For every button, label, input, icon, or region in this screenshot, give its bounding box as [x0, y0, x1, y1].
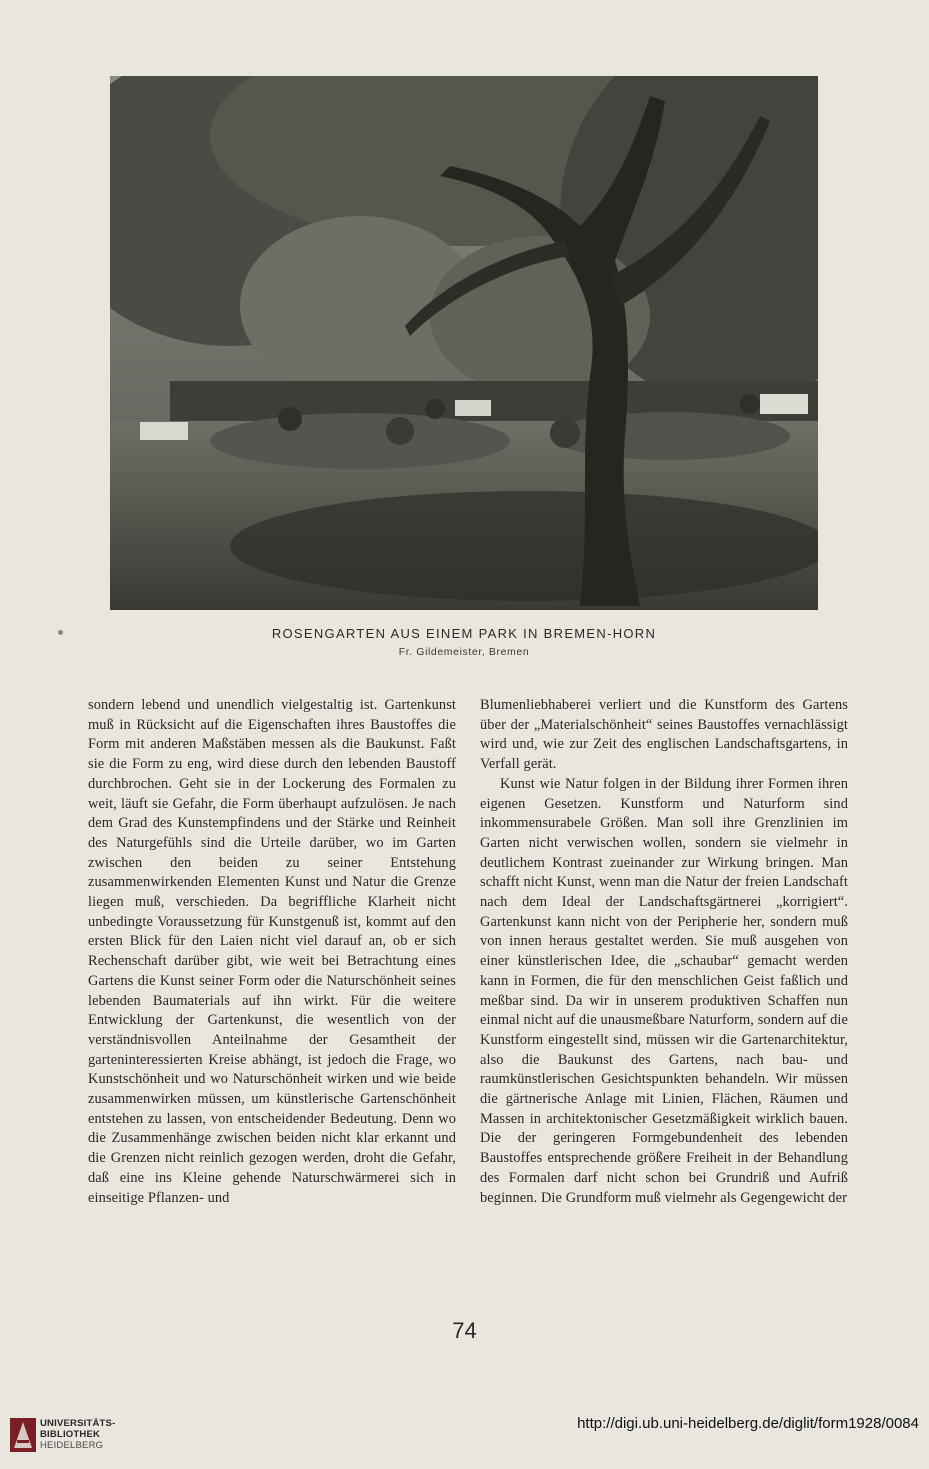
logo-line-2: BIBLIOTHEK — [40, 1429, 101, 1440]
logo-line-3: HEIDELBERG — [40, 1440, 104, 1451]
source-url-link[interactable]: http://digi.ub.uni-heidelberg.de/diglit/form1928/0084 — [577, 1415, 919, 1432]
garden-photograph — [110, 76, 818, 610]
figure-caption-credit: Fr. Gildemeister, Bremen — [398, 646, 530, 658]
library-logo-text — [40, 1418, 115, 1451]
logo-line-1: UNIVERSITÄTS- — [40, 1418, 116, 1429]
page-number: 74 — [452, 1318, 477, 1343]
paragraph: Kunst wie Natur folgen in der Bildung ihrer Formen ihren eigenen Gesetzen. Kunstform und Naturform sind inkommensurabele Größen. Man soll ihre Grenzlinien im Garten nicht verwischen wollen, sondern sie vielmehr in deutlichem Kontrast zueinander zur Wirkung bringen. Man schafft nicht Kunst, wenn man die Natur der freien Landschaft nach dem Ideal der Landschaftsgärtnerei „korrigiert“. Gartenkunst kann nicht von der Peripherie her, sondern muß von innen heraus gestaltet werden. Sie muß ausgehen von einer künstlerischen Idee, die „schaubar“ gemacht werden kann in Formen, die für den menschlichen Geist faßlich und meßbar sind. Da wir in unserem produktiven Schaffen nun einmal nicht auf die unausmeßbare Naturform, sondern auf die Kunstform eingestellt sind, müssen wir die Gartenarchitektur, also die Baukunst des Gartens, nach bau- und raumkünstlerischen Gesichtspunkten behandeln. Wir müssen die gärtnerische Anlage mit Linien, Flächen, Räumen und Massen in architektonischer Gesetzmäßigkeit wirklich bauen. Die der geringeren Formgebundenheit des lebenden Baustoffes entsprechende größere Freiheit in der Behandlung des Formalen darf nicht schon bei Grundriß und Aufriß beginnen. Die Grundform muß vielmehr als Gegengewicht der — [480, 775, 848, 1206]
text-column-left — [88, 696, 456, 1208]
text-column-right — [480, 696, 848, 1208]
figure-caption-title: ROSENGARTEN AUS EINEM PARK IN BREMEN-HORN — [271, 626, 657, 641]
margin-mark — [58, 630, 63, 635]
paragraph: sondern lebend und unendlich vielgestaltig ist. Gartenkunst muß in Rücksicht auf die Eigenschaften ihres Baustoffes die Form mit anderen Maßstäben messen als die Baukunst. Faßt sie die Form zu eng, wird diese durch den lebenden Baustoff durchbrochen. Geht sie in der Lockerung des Formalen zu weit, läuft sie Gefahr, die Form überhaupt aufzulösen. Je nach dem Grad des Kunstempfindens und der Stärke und Reinheit des Naturgefühls sind die Urteile darüber, wo im Garten zwischen den beiden zu seiner Entstehung zusammenwirkenden Elementen Kunst und Natur die Grenze liegen muß, verschieden. Da begriffliche Klarheit nicht unbedingte Voraussetzung für Kunstgenuß ist, kommt auf den ersten Blick für den Laien nicht viel darauf an, ob er sich Rechenschaft darüber gibt, wie weit bei Betrachtung eines Gartens die Kunst seiner Form oder die Naturschönheit seines lebenden Baumaterials auf ihn wirkt. Für die weitere Entwicklung der Gartenkunst, die wesentlich von der verständnisvollen Anteilnahme der Gesamtheit der garteninteressierten Kreise abhängt, ist jedoch die Frage, wo Kunstschönheit und wo Naturschönheit wirken und wie beide zusammenwirken müssen, um künstlerische Gartenschönheit entstehen zu lassen, von entscheidender Bedeutung. Denn wo die Zusammenhänge zwischen beiden nicht klar erkannt und die Grenzen nicht reinlich gezogen werden, droht die Gefahr, daß eine ins Kleine gehende Naturschwärmerei sich in einseitige Pflanzen- und — [88, 697, 456, 1206]
paragraph: Blumenliebhaberei verliert und die Kunstform des Gartens über der „Materialschönheit“ seines Baustoffes vernachlässigt wird und, wie zur Zeit des englischen Landschaftsgartens, in Verfall gerät. — [480, 697, 848, 773]
garden-photo-illustration — [110, 76, 818, 610]
